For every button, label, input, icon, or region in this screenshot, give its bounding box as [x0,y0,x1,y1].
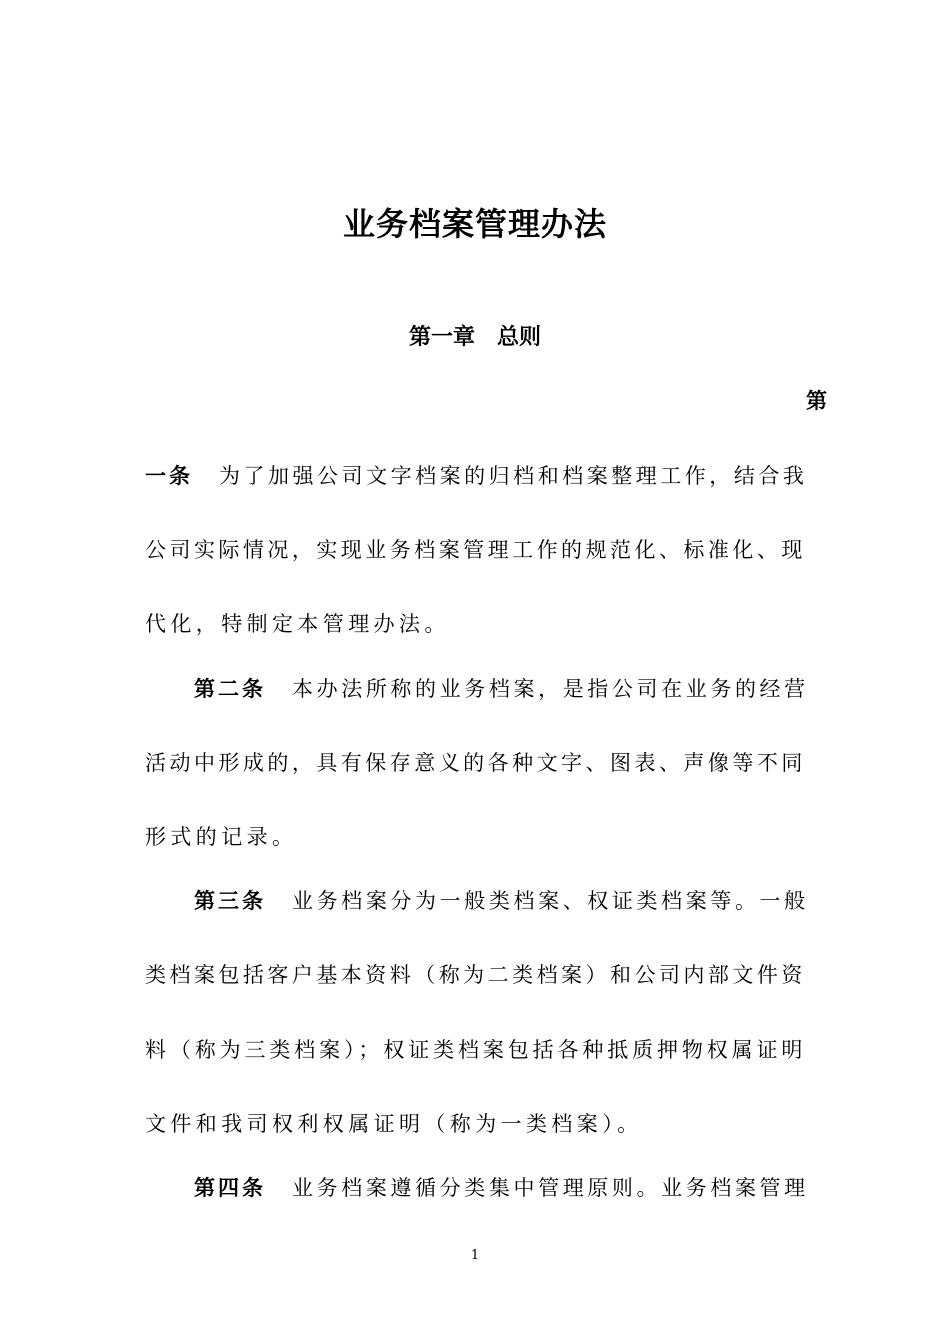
article-1-line-3: 代化，特制定本管理办法。 [145,612,450,636]
article-1-line-1 [145,461,807,491]
chapter-heading: 第一章 总则 [408,324,541,350]
article-text: 本办法所称的业务档案，是指公司在业务的经营 [292,677,809,701]
article-text: 为了加强公司文字档案的归档和档案整理工作，结合我 [219,464,808,488]
article-3-line-4: 文件和我司权利权属证明（称为一类档案）。 [145,1112,643,1136]
article-4-line-1 [194,1173,809,1203]
article-2-line-3: 形式的记录。 [145,825,298,849]
article-3-line-1 [194,886,809,916]
document-title: 业务档案管理办法 [342,205,607,243]
article-label: 第二条 [194,676,266,701]
article-1-line-2: 公司实际情况，实现业务档案管理工作的规范化、标准化、现 [145,538,806,562]
article-label: 第 [806,388,830,413]
article-3-line-2: 类档案包括客户基本资料（称为二类档案）和公司内部文件资 [145,963,806,987]
article-2-line-1 [194,674,809,704]
article-2-line-2: 活动中形成的，具有保存意义的各种文字、图表、声像等不同 [145,751,806,775]
article-text: 业务档案遵循分类集中管理原则。业务档案管理 [292,1176,809,1200]
article-text: 业务档案分为一般类档案、权证类档案等。一般 [292,889,809,913]
article-label: 一条 [145,463,193,488]
article-3-line-3: 料（称为三类档案）；权证类档案包括各种抵质押物权属证明 [145,1038,807,1062]
article-1-label-start [806,386,830,416]
article-label: 第三条 [194,888,266,913]
article-label: 第四条 [194,1175,266,1200]
page-number: 1 [470,1248,480,1263]
